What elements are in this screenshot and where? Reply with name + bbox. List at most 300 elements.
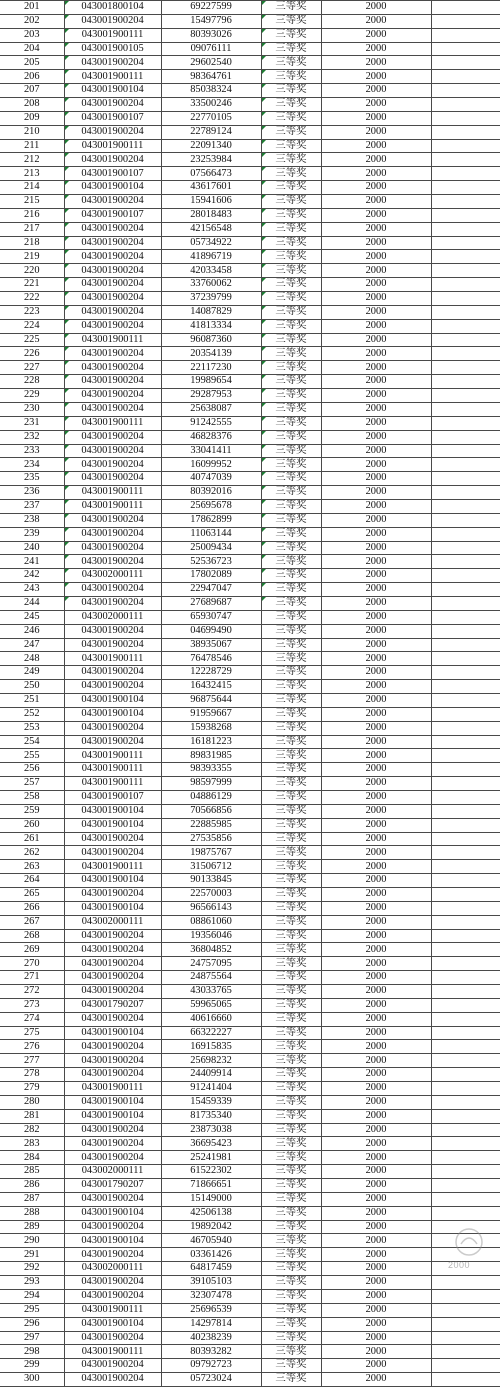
ticket-id-cell: 17862899 bbox=[161, 513, 261, 527]
award-level-cell: 三等奖 bbox=[261, 70, 321, 84]
prize-amount-cell: 2000 bbox=[321, 680, 431, 694]
prize-amount-cell: 2000 bbox=[321, 569, 431, 583]
candidate-code-cell: 043001900104 bbox=[64, 1317, 161, 1331]
empty-cell bbox=[431, 1123, 500, 1137]
empty-cell bbox=[431, 1165, 500, 1179]
table-row bbox=[0, 735, 500, 749]
award-level-cell: 三等奖 bbox=[261, 638, 321, 652]
empty-cell bbox=[431, 832, 500, 846]
table-row bbox=[0, 444, 500, 458]
award-level-cell: 三等奖 bbox=[261, 361, 321, 375]
award-level-cell: 三等奖 bbox=[261, 347, 321, 361]
candidate-code-cell: 043001900204 bbox=[64, 153, 161, 167]
prize-amount-cell: 2000 bbox=[321, 208, 431, 222]
prize-amount-cell: 2000 bbox=[321, 1123, 431, 1137]
award-level-cell: 三等奖 bbox=[261, 167, 321, 181]
table-row bbox=[0, 278, 500, 292]
empty-cell bbox=[431, 222, 500, 236]
row-number-cell: 294 bbox=[0, 1289, 64, 1303]
row-number-cell: 280 bbox=[0, 1095, 64, 1109]
table-row bbox=[0, 1276, 500, 1290]
empty-cell bbox=[431, 985, 500, 999]
ticket-id-cell: 40238239 bbox=[161, 1331, 261, 1345]
empty-cell bbox=[431, 971, 500, 985]
row-number-cell: 264 bbox=[0, 874, 64, 888]
table-row bbox=[0, 527, 500, 541]
empty-cell bbox=[431, 181, 500, 195]
empty-cell bbox=[431, 1082, 500, 1096]
ticket-id-cell: 11063144 bbox=[161, 527, 261, 541]
row-number-cell: 237 bbox=[0, 499, 64, 513]
candidate-code-cell: 043001900204 bbox=[64, 513, 161, 527]
row-number-cell: 213 bbox=[0, 167, 64, 181]
candidate-code-cell: 043001900204 bbox=[64, 680, 161, 694]
award-level-cell: 三等奖 bbox=[261, 1276, 321, 1290]
table-row bbox=[0, 333, 500, 347]
ticket-id-cell: 16915835 bbox=[161, 1040, 261, 1054]
candidate-code-cell: 043002000111 bbox=[64, 915, 161, 929]
row-number-cell: 207 bbox=[0, 84, 64, 98]
candidate-code-cell: 043001900204 bbox=[64, 1068, 161, 1082]
empty-cell bbox=[431, 167, 500, 181]
table-row bbox=[0, 985, 500, 999]
empty-cell bbox=[431, 555, 500, 569]
prize-amount-cell: 2000 bbox=[321, 499, 431, 513]
candidate-code-cell: 043001900111 bbox=[64, 652, 161, 666]
table-row bbox=[0, 1151, 500, 1165]
table-row bbox=[0, 1317, 500, 1331]
award-level-cell: 三等奖 bbox=[261, 42, 321, 56]
prize-amount-cell: 2000 bbox=[321, 458, 431, 472]
table-row bbox=[0, 707, 500, 721]
table-row bbox=[0, 943, 500, 957]
row-number-cell: 287 bbox=[0, 1192, 64, 1206]
empty-cell bbox=[431, 1331, 500, 1345]
table-row bbox=[0, 763, 500, 777]
ticket-id-cell: 66322227 bbox=[161, 1026, 261, 1040]
ticket-id-cell: 15941606 bbox=[161, 195, 261, 209]
empty-cell bbox=[431, 541, 500, 555]
candidate-code-cell: 043001900204 bbox=[64, 985, 161, 999]
ticket-id-cell: 71866651 bbox=[161, 1179, 261, 1193]
award-level-cell: 三等奖 bbox=[261, 818, 321, 832]
ticket-id-cell: 96875644 bbox=[161, 693, 261, 707]
ticket-id-cell: 15938268 bbox=[161, 721, 261, 735]
table-row bbox=[0, 14, 500, 28]
candidate-code-cell: 043001900104 bbox=[64, 181, 161, 195]
prize-amount-cell: 2000 bbox=[321, 846, 431, 860]
prize-amount-cell: 2000 bbox=[321, 763, 431, 777]
row-number-cell: 276 bbox=[0, 1040, 64, 1054]
ticket-id-cell: 69227599 bbox=[161, 1, 261, 15]
empty-cell bbox=[431, 430, 500, 444]
candidate-code-cell: 043001900204 bbox=[64, 1248, 161, 1262]
award-level-cell: 三等奖 bbox=[261, 1095, 321, 1109]
prize-amount-cell: 2000 bbox=[321, 416, 431, 430]
ticket-id-cell: 42156548 bbox=[161, 222, 261, 236]
empty-cell bbox=[431, 749, 500, 763]
row-number-cell: 220 bbox=[0, 264, 64, 278]
row-number-cell: 254 bbox=[0, 735, 64, 749]
row-number-cell: 212 bbox=[0, 153, 64, 167]
award-level-cell: 三等奖 bbox=[261, 278, 321, 292]
award-level-cell: 三等奖 bbox=[261, 901, 321, 915]
empty-cell bbox=[431, 888, 500, 902]
award-level-cell: 三等奖 bbox=[261, 1192, 321, 1206]
row-number-cell: 234 bbox=[0, 458, 64, 472]
prize-amount-cell: 2000 bbox=[321, 1206, 431, 1220]
award-level-cell: 三等奖 bbox=[261, 181, 321, 195]
prize-amount-cell: 2000 bbox=[321, 361, 431, 375]
ticket-id-cell: 16099952 bbox=[161, 458, 261, 472]
row-number-cell: 249 bbox=[0, 666, 64, 680]
ticket-id-cell: 81735340 bbox=[161, 1109, 261, 1123]
table-row bbox=[0, 319, 500, 333]
ticket-id-cell: 19875767 bbox=[161, 846, 261, 860]
candidate-code-cell: 043001900204 bbox=[64, 846, 161, 860]
table-row bbox=[0, 832, 500, 846]
candidate-code-cell: 043001790207 bbox=[64, 1179, 161, 1193]
row-number-cell: 221 bbox=[0, 278, 64, 292]
award-level-cell: 三等奖 bbox=[261, 1234, 321, 1248]
table-row bbox=[0, 804, 500, 818]
candidate-code-cell: 043001900111 bbox=[64, 28, 161, 42]
prize-amount-cell: 2000 bbox=[321, 541, 431, 555]
empty-cell bbox=[431, 486, 500, 500]
ticket-id-cell: 80393282 bbox=[161, 1345, 261, 1359]
award-level-cell: 三等奖 bbox=[261, 555, 321, 569]
row-number-cell: 217 bbox=[0, 222, 64, 236]
table-row bbox=[0, 139, 500, 153]
candidate-code-cell: 043001900204 bbox=[64, 1137, 161, 1151]
table-row bbox=[0, 1026, 500, 1040]
empty-cell bbox=[431, 1220, 500, 1234]
empty-cell bbox=[431, 1317, 500, 1331]
prize-amount-cell: 2000 bbox=[321, 1012, 431, 1026]
prize-amount-cell: 2000 bbox=[321, 1068, 431, 1082]
award-level-cell: 三等奖 bbox=[261, 458, 321, 472]
table-row bbox=[0, 860, 500, 874]
table-row bbox=[0, 1345, 500, 1359]
ticket-id-cell: 33041411 bbox=[161, 444, 261, 458]
table-row bbox=[0, 42, 500, 56]
ticket-id-cell: 38935067 bbox=[161, 638, 261, 652]
award-level-cell: 三等奖 bbox=[261, 333, 321, 347]
award-level-cell: 三等奖 bbox=[261, 832, 321, 846]
candidate-code-cell: 043002000111 bbox=[64, 1165, 161, 1179]
table-row bbox=[0, 1359, 500, 1373]
prize-amount-cell: 2000 bbox=[321, 888, 431, 902]
prize-amount-cell: 2000 bbox=[321, 721, 431, 735]
candidate-code-cell: 043001900204 bbox=[64, 195, 161, 209]
award-level-cell: 三等奖 bbox=[261, 735, 321, 749]
row-number-cell: 286 bbox=[0, 1179, 64, 1193]
row-number-cell: 243 bbox=[0, 583, 64, 597]
table-row bbox=[0, 583, 500, 597]
award-level-cell: 三等奖 bbox=[261, 583, 321, 597]
empty-cell bbox=[431, 583, 500, 597]
ticket-id-cell: 08861060 bbox=[161, 915, 261, 929]
candidate-code-cell: 043001900204 bbox=[64, 305, 161, 319]
prize-amount-cell: 2000 bbox=[321, 153, 431, 167]
candidate-code-cell: 043001900204 bbox=[64, 1359, 161, 1373]
award-level-cell: 三等奖 bbox=[261, 305, 321, 319]
ticket-id-cell: 98364761 bbox=[161, 70, 261, 84]
table-row bbox=[0, 998, 500, 1012]
table-row bbox=[0, 499, 500, 513]
candidate-code-cell: 043001900204 bbox=[64, 250, 161, 264]
award-level-cell: 三等奖 bbox=[261, 610, 321, 624]
award-level-cell: 三等奖 bbox=[261, 1109, 321, 1123]
award-level-cell: 三等奖 bbox=[261, 1068, 321, 1082]
empty-cell bbox=[431, 361, 500, 375]
candidate-code-cell: 043001900111 bbox=[64, 1082, 161, 1096]
row-number-cell: 290 bbox=[0, 1234, 64, 1248]
candidate-code-cell: 043001900204 bbox=[64, 222, 161, 236]
table-row bbox=[0, 1123, 500, 1137]
table-row bbox=[0, 555, 500, 569]
empty-cell bbox=[431, 1192, 500, 1206]
candidate-code-cell: 043001900107 bbox=[64, 790, 161, 804]
prize-amount-cell: 2000 bbox=[321, 1095, 431, 1109]
award-level-cell: 三等奖 bbox=[261, 1082, 321, 1096]
table-row bbox=[0, 222, 500, 236]
ticket-id-cell: 90133845 bbox=[161, 874, 261, 888]
table-row bbox=[0, 957, 500, 971]
prize-amount-cell: 2000 bbox=[321, 486, 431, 500]
ticket-id-cell: 96087360 bbox=[161, 333, 261, 347]
candidate-code-cell: 043001900204 bbox=[64, 1123, 161, 1137]
ticket-id-cell: 42506138 bbox=[161, 1206, 261, 1220]
ticket-id-cell: 22770105 bbox=[161, 111, 261, 125]
table-row bbox=[0, 1012, 500, 1026]
empty-cell bbox=[431, 1026, 500, 1040]
candidate-code-cell: 043001900204 bbox=[64, 1373, 161, 1387]
candidate-code-cell: 043001900104 bbox=[64, 1206, 161, 1220]
row-number-cell: 238 bbox=[0, 513, 64, 527]
ticket-id-cell: 15497796 bbox=[161, 14, 261, 28]
candidate-code-cell: 043001900204 bbox=[64, 929, 161, 943]
prize-amount-cell: 2000 bbox=[321, 874, 431, 888]
row-number-cell: 297 bbox=[0, 1331, 64, 1345]
prize-amount-cell: 2000 bbox=[321, 777, 431, 791]
table-row bbox=[0, 167, 500, 181]
ticket-id-cell: 19989654 bbox=[161, 375, 261, 389]
candidate-code-cell: 043001900204 bbox=[64, 971, 161, 985]
award-level-cell: 三等奖 bbox=[261, 777, 321, 791]
prize-amount-cell: 2000 bbox=[321, 1220, 431, 1234]
award-level-cell: 三等奖 bbox=[261, 222, 321, 236]
award-level-cell: 三等奖 bbox=[261, 1012, 321, 1026]
empty-cell bbox=[431, 707, 500, 721]
empty-cell bbox=[431, 347, 500, 361]
ticket-id-cell: 05734922 bbox=[161, 236, 261, 250]
row-number-cell: 204 bbox=[0, 42, 64, 56]
empty-cell bbox=[431, 84, 500, 98]
prize-amount-cell: 2000 bbox=[321, 998, 431, 1012]
award-level-cell: 三等奖 bbox=[261, 929, 321, 943]
award-level-cell: 三等奖 bbox=[261, 208, 321, 222]
award-level-cell: 三等奖 bbox=[261, 98, 321, 112]
award-level-cell: 三等奖 bbox=[261, 416, 321, 430]
table-row bbox=[0, 430, 500, 444]
award-level-cell: 三等奖 bbox=[261, 139, 321, 153]
candidate-code-cell: 043001900111 bbox=[64, 416, 161, 430]
candidate-code-cell: 043001900204 bbox=[64, 1331, 161, 1345]
prize-amount-cell: 2000 bbox=[321, 347, 431, 361]
prize-amount-cell: 2000 bbox=[321, 125, 431, 139]
candidate-code-cell: 043001900204 bbox=[64, 721, 161, 735]
row-number-cell: 239 bbox=[0, 527, 64, 541]
award-level-cell: 三等奖 bbox=[261, 790, 321, 804]
table-row bbox=[0, 181, 500, 195]
candidate-code-cell: 043001900204 bbox=[64, 14, 161, 28]
empty-cell bbox=[431, 70, 500, 84]
candidate-code-cell: 043001900204 bbox=[64, 624, 161, 638]
empty-cell bbox=[431, 860, 500, 874]
row-number-cell: 266 bbox=[0, 901, 64, 915]
empty-cell bbox=[431, 957, 500, 971]
table-row bbox=[0, 486, 500, 500]
award-level-cell: 三等奖 bbox=[261, 1, 321, 15]
ticket-id-cell: 24757095 bbox=[161, 957, 261, 971]
candidate-code-cell: 043001900204 bbox=[64, 541, 161, 555]
ticket-id-cell: 33500246 bbox=[161, 98, 261, 112]
row-number-cell: 228 bbox=[0, 375, 64, 389]
table-row bbox=[0, 56, 500, 70]
empty-cell bbox=[431, 333, 500, 347]
ticket-id-cell: 98597999 bbox=[161, 777, 261, 791]
prize-amount-cell: 2000 bbox=[321, 818, 431, 832]
award-level-cell: 三等奖 bbox=[261, 569, 321, 583]
row-number-cell: 257 bbox=[0, 777, 64, 791]
candidate-code-cell: 043001900104 bbox=[64, 1234, 161, 1248]
empty-cell bbox=[431, 292, 500, 306]
prize-amount-cell: 2000 bbox=[321, 1, 431, 15]
award-level-cell: 三等奖 bbox=[261, 1289, 321, 1303]
candidate-code-cell: 043001900204 bbox=[64, 1289, 161, 1303]
table-row bbox=[0, 1179, 500, 1193]
candidate-code-cell: 043001900204 bbox=[64, 361, 161, 375]
award-level-cell: 三等奖 bbox=[261, 1179, 321, 1193]
table-row bbox=[0, 98, 500, 112]
prize-amount-cell: 2000 bbox=[321, 1054, 431, 1068]
candidate-code-cell: 043001900204 bbox=[64, 527, 161, 541]
empty-cell bbox=[431, 638, 500, 652]
candidate-code-cell: 043001900111 bbox=[64, 749, 161, 763]
prize-amount-cell: 2000 bbox=[321, 375, 431, 389]
empty-cell bbox=[431, 305, 500, 319]
candidate-code-cell: 043001900204 bbox=[64, 430, 161, 444]
award-level-cell: 三等奖 bbox=[261, 1331, 321, 1345]
candidate-code-cell: 043001900204 bbox=[64, 583, 161, 597]
candidate-code-cell: 043001900107 bbox=[64, 111, 161, 125]
row-number-cell: 224 bbox=[0, 319, 64, 333]
empty-cell bbox=[431, 139, 500, 153]
row-number-cell: 272 bbox=[0, 985, 64, 999]
award-level-cell: 三等奖 bbox=[261, 804, 321, 818]
candidate-code-cell: 043001900204 bbox=[64, 596, 161, 610]
prize-amount-cell: 2000 bbox=[321, 735, 431, 749]
ticket-id-cell: 89831985 bbox=[161, 749, 261, 763]
row-number-cell: 211 bbox=[0, 139, 64, 153]
empty-cell bbox=[431, 569, 500, 583]
prize-amount-cell: 2000 bbox=[321, 292, 431, 306]
ticket-id-cell: 25009434 bbox=[161, 541, 261, 555]
empty-cell bbox=[431, 444, 500, 458]
prize-amount-cell: 2000 bbox=[321, 1373, 431, 1387]
candidate-code-cell: 043001900104 bbox=[64, 1109, 161, 1123]
row-number-cell: 229 bbox=[0, 389, 64, 403]
candidate-code-cell: 043002000111 bbox=[64, 1262, 161, 1276]
row-number-cell: 246 bbox=[0, 624, 64, 638]
empty-cell bbox=[431, 1276, 500, 1290]
row-number-cell: 258 bbox=[0, 790, 64, 804]
row-number-cell: 260 bbox=[0, 818, 64, 832]
prize-amount-cell: 2000 bbox=[321, 1109, 431, 1123]
ticket-id-cell: 46828376 bbox=[161, 430, 261, 444]
empty-cell bbox=[431, 236, 500, 250]
empty-cell bbox=[431, 1303, 500, 1317]
row-number-cell: 263 bbox=[0, 860, 64, 874]
empty-cell bbox=[431, 319, 500, 333]
ticket-id-cell: 32307478 bbox=[161, 1289, 261, 1303]
ticket-id-cell: 76478546 bbox=[161, 652, 261, 666]
candidate-code-cell: 043001900204 bbox=[64, 832, 161, 846]
prize-amount-cell: 2000 bbox=[321, 1192, 431, 1206]
table-row bbox=[0, 458, 500, 472]
award-level-cell: 三等奖 bbox=[261, 666, 321, 680]
table-row bbox=[0, 1373, 500, 1387]
row-number-cell: 288 bbox=[0, 1206, 64, 1220]
table-row bbox=[0, 1, 500, 15]
empty-cell bbox=[431, 818, 500, 832]
ticket-id-cell: 17802089 bbox=[161, 569, 261, 583]
table-row bbox=[0, 1068, 500, 1082]
empty-cell bbox=[431, 610, 500, 624]
row-number-cell: 268 bbox=[0, 929, 64, 943]
ticket-id-cell: 41813334 bbox=[161, 319, 261, 333]
ticket-id-cell: 64817459 bbox=[161, 1262, 261, 1276]
empty-cell bbox=[431, 624, 500, 638]
watermark-text: 2000 bbox=[448, 1260, 471, 1270]
row-number-cell: 255 bbox=[0, 749, 64, 763]
award-level-cell: 三等奖 bbox=[261, 1345, 321, 1359]
ticket-id-cell: 05723024 bbox=[161, 1373, 261, 1387]
row-number-cell: 250 bbox=[0, 680, 64, 694]
prize-amount-cell: 2000 bbox=[321, 1345, 431, 1359]
prize-amount-cell: 2000 bbox=[321, 804, 431, 818]
candidate-code-cell: 043001900104 bbox=[64, 874, 161, 888]
row-number-cell: 208 bbox=[0, 98, 64, 112]
prize-amount-cell: 2000 bbox=[321, 444, 431, 458]
empty-cell bbox=[431, 846, 500, 860]
candidate-code-cell: 043001900204 bbox=[64, 319, 161, 333]
row-number-cell: 293 bbox=[0, 1276, 64, 1290]
table-row bbox=[0, 596, 500, 610]
prize-amount-cell: 2000 bbox=[321, 195, 431, 209]
empty-cell bbox=[431, 1262, 500, 1276]
prize-amount-cell: 2000 bbox=[321, 985, 431, 999]
ticket-id-cell: 03361426 bbox=[161, 1248, 261, 1262]
candidate-code-cell: 043001900104 bbox=[64, 1026, 161, 1040]
award-level-cell: 三等奖 bbox=[261, 680, 321, 694]
award-level-cell: 三等奖 bbox=[261, 888, 321, 902]
prize-amount-cell: 2000 bbox=[321, 305, 431, 319]
award-level-cell: 三等奖 bbox=[261, 513, 321, 527]
ticket-id-cell: 16181223 bbox=[161, 735, 261, 749]
row-number-cell: 279 bbox=[0, 1082, 64, 1096]
